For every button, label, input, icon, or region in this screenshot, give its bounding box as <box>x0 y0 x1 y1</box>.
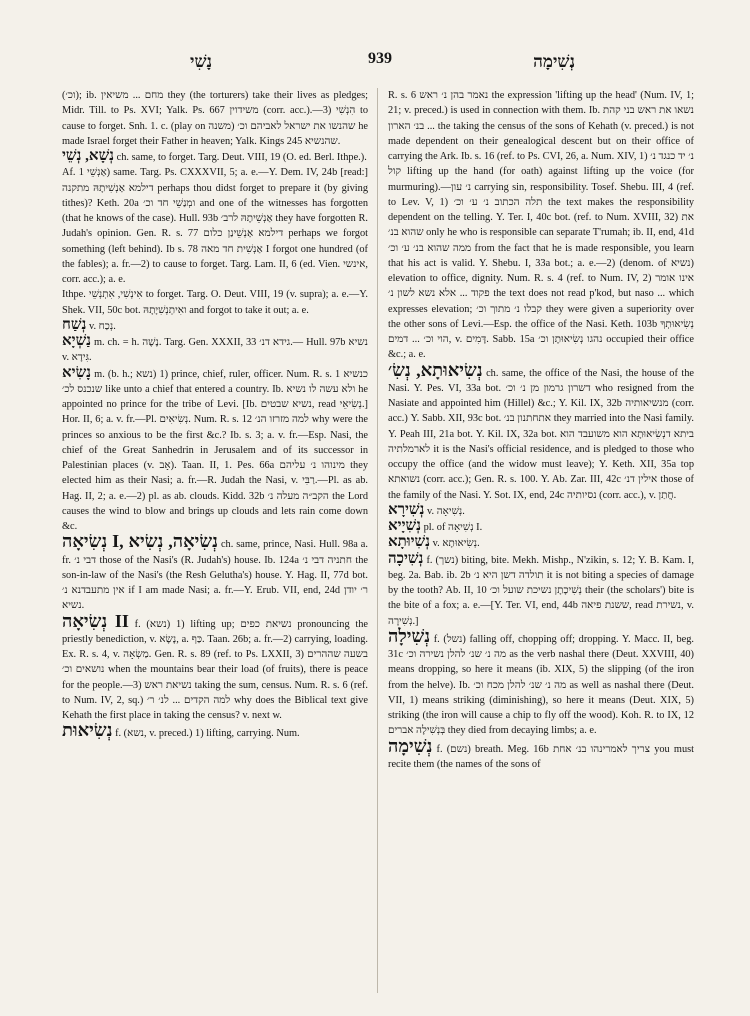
entry-headword: נְשִׂיאוּת <box>62 720 113 741</box>
entry-text: Af. אַנְשֵׁי 1) same. Targ. Ps. CXXXVII, 5; a. e.—Y. Dem. IV, 24b [read:] דילמא אַנְשִׁיתָהּ מתקנה perhaps thou didst forget to prepare it (by giving tithes)? Keth. 20a ומְנַשֵׁי חד וכ׳ and one of the witnesses has forgotten (that he knows of the case). Hull. 93b אַנְשֵׁיתָהּ לרב׳ they have forgotten R. Judah's opinion. Gen. R. s. 77 דילמא אַנְשֵׁינַן כלום perhaps we forgot something (left behind). Ib s. 78 אַנְשִׁית חד מאה I forgot one hundred (of the fables); a. fr.—2) to cause to forget. Targ. Lam. II, 6 (ed. Vien. אינשי, corr. acc.); a. e. <box>62 167 368 285</box>
entry-text: f. (נשם) breath. Meg. 16b צריך לאמרינהו בנ׳ אחת you must recite them (the names of the sons of <box>388 743 694 770</box>
entry-text: ch. same, prince, Nasi. Hull. 98a a. fr. דבי נ׳ those of the Nasi's (R. Judah's) house. Ib. 124a חתניה דבי נ׳ the son-in-law of the Nasi's (the Resh Gelutha's) house. Y. Hag. II, 77d bot. אין מתעבדנא נ׳ if I am made Nasi; a. fr.—Y. Erub. VII, end, 24d ר׳ יודן נשיא. <box>62 539 368 612</box>
entry-headword: נְשִׁיכָה <box>388 550 424 567</box>
dictionary-entry <box>388 535 694 551</box>
entry-continuation <box>62 287 368 318</box>
entry-headword: נַשְׁיָא <box>62 333 92 349</box>
entry-headword: נְשִׂיאָה II <box>62 610 129 631</box>
entry-text: v. נְכַח. <box>88 320 116 332</box>
dictionary-entry <box>388 503 694 519</box>
entry-text: pl. of נְשִׁיאָה I. <box>423 522 483 533</box>
entry-text: ch. same, to forget. Targ. Deut. VIII, 19 (O. ed. Berl. Ithpe.). <box>116 152 367 163</box>
entry-headword: נְשִׂיאָה I, נְשִׂיאָה, נְשִׂיא <box>62 531 218 552</box>
entry-text: v. נְשִׁיאָה. <box>427 505 465 517</box>
dictionary-entry <box>62 318 368 334</box>
entry-text: m. ch. = h. נֶשֶׁה. Targ. Gen. XXXII, 33 גידא דנ׳.— Hull. 97b נשיא v. גִּידָא. <box>62 337 368 364</box>
entry-continuation <box>388 88 694 363</box>
dictionary-entry <box>62 531 368 613</box>
entry-headword: נָשִׂיא <box>62 364 92 381</box>
entry-text: Ithpe. אִינְשִׁי, אִתְנְשֵׁי to forget. Targ. O. Deut. VIII, 19 (v. supra); a. e.—Y. Shek. VII, 50c bot. ואִיתְנְשִׁיָתָהּ and forgot to take it out; a. e. <box>62 289 368 316</box>
entry-headword: נְשִׁירָא <box>388 501 425 518</box>
entry-text: f. (נשא, v. preced.) 1) lifting, carrying. Num. <box>115 728 300 740</box>
entry-text: m. (b. h.; נשא) 1) prince, chief, ruler, officer. Num. R. s. 1 כנשיא שנכנס לכ׳ like unto a chief that entered a country. Ib. ולא עשה לו נשיא he appointed no prince for the tribe of Levi. [Ib. נשיא שבטים, read נְשִׂיאֵי.] Hor. II, 6; a. v. fr.—Pl. נְשִׂיאִים. Num. R. s. 12 למה מזרזו הנ׳ why were the princes so anxious to be the first &c.? Ib. s. 3; a. v. fr.—Esp. Nasi, the chief of the Great Sanhedrin in Jerusalem and of its successor in Palestinian places (v. אָב). Taan. II, 1. Pes. 66a מינוהו נ׳ עליהם they elected him as their Nasi; a. fr.—R. Judah the Nasi, v. רַבִּי.—Pl. as ab. Hag. II, 2; a. e.—2) pl. as ab. clouds. Kidd. 32b הקב״ה מעלה נ׳ the Lord causes the wind to blow and brings up clouds and lets rain come down &c. <box>62 368 368 532</box>
dictionary-entry <box>388 359 694 503</box>
entry-headword: נְשָׁא, נְשֵׁי <box>62 148 115 164</box>
right-column <box>388 88 694 1006</box>
entry-text: f. (נשל) falling off, chopping off; dropping. Y. Macc. II, beg. 31c מה נ׳ שנ׳ להלן נשירה וכ׳ as the verb nashal there (Deut. XXVIII, 40) means dropping, so here it means (ib. XIX, 5) the slipping (of the iron from the helve). Ib. מה נ׳ שנ׳ להלן מכח וכ׳ as well as nashal there (Deut. VII, 1) means striking (diminishing), so here it means (Deut. XIX, 5) striking (the iron will cause a chip to fly off the wood). Koh. R. to IX, 12 בְּנְשִׁילָה אברים they died from decaying limbs; a. e. <box>388 633 694 737</box>
entry-headword: נְשִׁימָה <box>388 735 433 756</box>
entry-headword: נְשִׁיוּתָא <box>388 534 431 551</box>
entry-headword: נְשִׁילָה <box>388 625 431 646</box>
page-number: 939 <box>368 50 392 67</box>
entry-text: ch. same, the office of the Nasi, the house of the Nasi. Y. Pes. VI, 33a bot. דשרון גרמון מן נ׳ וכ׳ who resigned from the Nasiate and appointed him (Hillel) &c.; Y. Kil. IX, 32b מנשיאותיה (corr. acc.) Y. Sabb. XII, 93c bot. אתחתנון בנ׳ they married into the Nasi family. Y. Peah III, 21a bot. Y. Kil. IX, 32a bot. ביתא דנְשִׂיאוּתָא הוא משועבד הוא לארמלתיה it is the Nasi's official residence, and is pledged to those who occupy the office (and the widow must leave); Y. Keth. XII, 35a top נשואתא (corr. acc.); Gen. R. s. 100. Y. Ab. Zar. III, 42c אילין דנ׳ those of the family of the Nasi. Y. Sot. IX, end, 24c נסיותיה (corr. acc.), v. חֲתַן. <box>388 367 694 501</box>
dictionary-entry <box>388 625 694 739</box>
entry-headword: נְשַׁח <box>62 316 87 333</box>
left-column <box>62 88 368 1006</box>
entry-continuation <box>62 88 368 149</box>
entry-text: (וכ׳); ib. מחם ... משיאין they (the torturers) take their lives as pledges; Midr. Till. to Ps. XVI; Yalk. Ps. 667 משידוין (corr. acc.).—3) הִנְשִׁי to cause to forget. Snh. 1. c. (play on משנה) שהנשו את ישראל לאביהם וכ׳ he made Israel forget their Father in heaven; Yalk. Kings 245 שהנשיא. <box>62 90 368 147</box>
dictionary-entry <box>62 149 368 165</box>
dictionary-entry <box>388 552 694 629</box>
entry-continuation <box>62 165 368 287</box>
left-running-head: נָשִׁי <box>190 52 213 71</box>
dictionary-entry <box>388 519 694 535</box>
dictionary-entry <box>62 334 368 366</box>
right-running-head: נְשִׁימָה <box>533 52 575 71</box>
entry-headword: נְשִׂיאוּתָא, נְשִׂ׳ <box>388 359 483 380</box>
entry-text: v. נְשִׂיאוּתָא. <box>432 538 480 550</box>
entry-text: f. (נשך) biting, bite. Mekh. Mishp., N'zikin, s. 12; Y. B. Kam. I, beg. 2a. Bab. ib. 2b תולדה דשן היא נ׳ it is not biting a species of damage by the tooth? Ab. II, 10 נְשִׁיכָתָן נשיכת שועל וכ׳ their (the scholars') bite is the bite of a fox; a. e.—[Y. Ter. VI, end, 44b ששנת פיאה, read נשירת, v. נְשִׁירָה.] <box>388 554 694 627</box>
page-header <box>60 50 690 78</box>
dictionary-entry <box>62 610 368 724</box>
entry-text: R. s. 6 נאמר בהן נ׳ ראש the expression 'lifting up the head' (Num. IV, 1; 21; v. preced.) is used in connection with them. Ib. נשאו את ראש בני קהת ... בנ׳ הארון the taking the census of the sons of Kehath (v. preced.) is not made dependent on their genealogical descent but on their office of carrying the Ark. Ib. s. 16 (ref. to Ps. CVI, 26, a. Num. XIV, 1) נ׳ יד כנגד נ׳ קול lifting up the hand (for oath) against lifting up the voice (for murmuring).—נ׳ עון carrying sin, responsibility. Tosef. Shebu. III, 4 (ref. to Lev. V, 1) תלה הכתוב נ׳ ע׳ וכ׳ the text makes the responsibility dependent on the telling. Y. Ter. I, 40c bot. (ref. to Num. XVIII, 32) את שהוא בנ׳ only he who is responsible can separate T'rumah; ib. II, end, 41d ממה שהוא בנ׳ ע׳ וכ׳ from the fact that he is made responsible, you learn that his act is valid. Y. Shebu. I, 33a bot.; a. e.—2) (denom. of נשיא) elevation to office, dignity. Num. R. s. 4 (ref. to Num. IV, 2) אינו אומר פקוד ... אלא נשא לשון נ׳ the text does not read p'kod, but naso ... which expresses elevation; קבלו נ׳ מתוך וכ׳ they were given a superiority over the other sons of Levi.—Esp. the office of the Nasi. Keth. 103b נְשִׂיאוּתְךָ הוי וכ׳ ... דמים, v. דָּמִים. Sabb. 15a נהגו נְשִׂיאוּתָן וכ׳ occupied their office &c.; a. e. <box>388 90 694 361</box>
dictionary-entry <box>62 720 368 741</box>
entry-text: f. (נשא) 1) lifting up; נשיאת כפים pronouncing the priestly benediction, v. נָשָׂא, a. כַּף. Taan. 26b; a. fr.—2) carrying, loading. Ex. R. s. 4, v. מַשְׂאָה. Gen. R. s. 89 (ref. to Ps. LXXII, 3) בשעה שההרים נושאים וכ׳ when the mountains bear their load (of fruits), there is peace for the people.—3) נשיאת ראש taking the sum, census. Num. R. s. 6 (ref. to Num. IV, 2, sq.) למה הקדים ... לנ׳ ר׳ why does the Biblical text give Kehath the first place in taking the census? v. next w. <box>62 618 368 721</box>
dictionary-entry <box>62 366 368 535</box>
entry-headword: נְשִׁיָיא <box>388 518 421 534</box>
column-divider <box>377 88 378 993</box>
dictionary-entry <box>388 735 694 773</box>
